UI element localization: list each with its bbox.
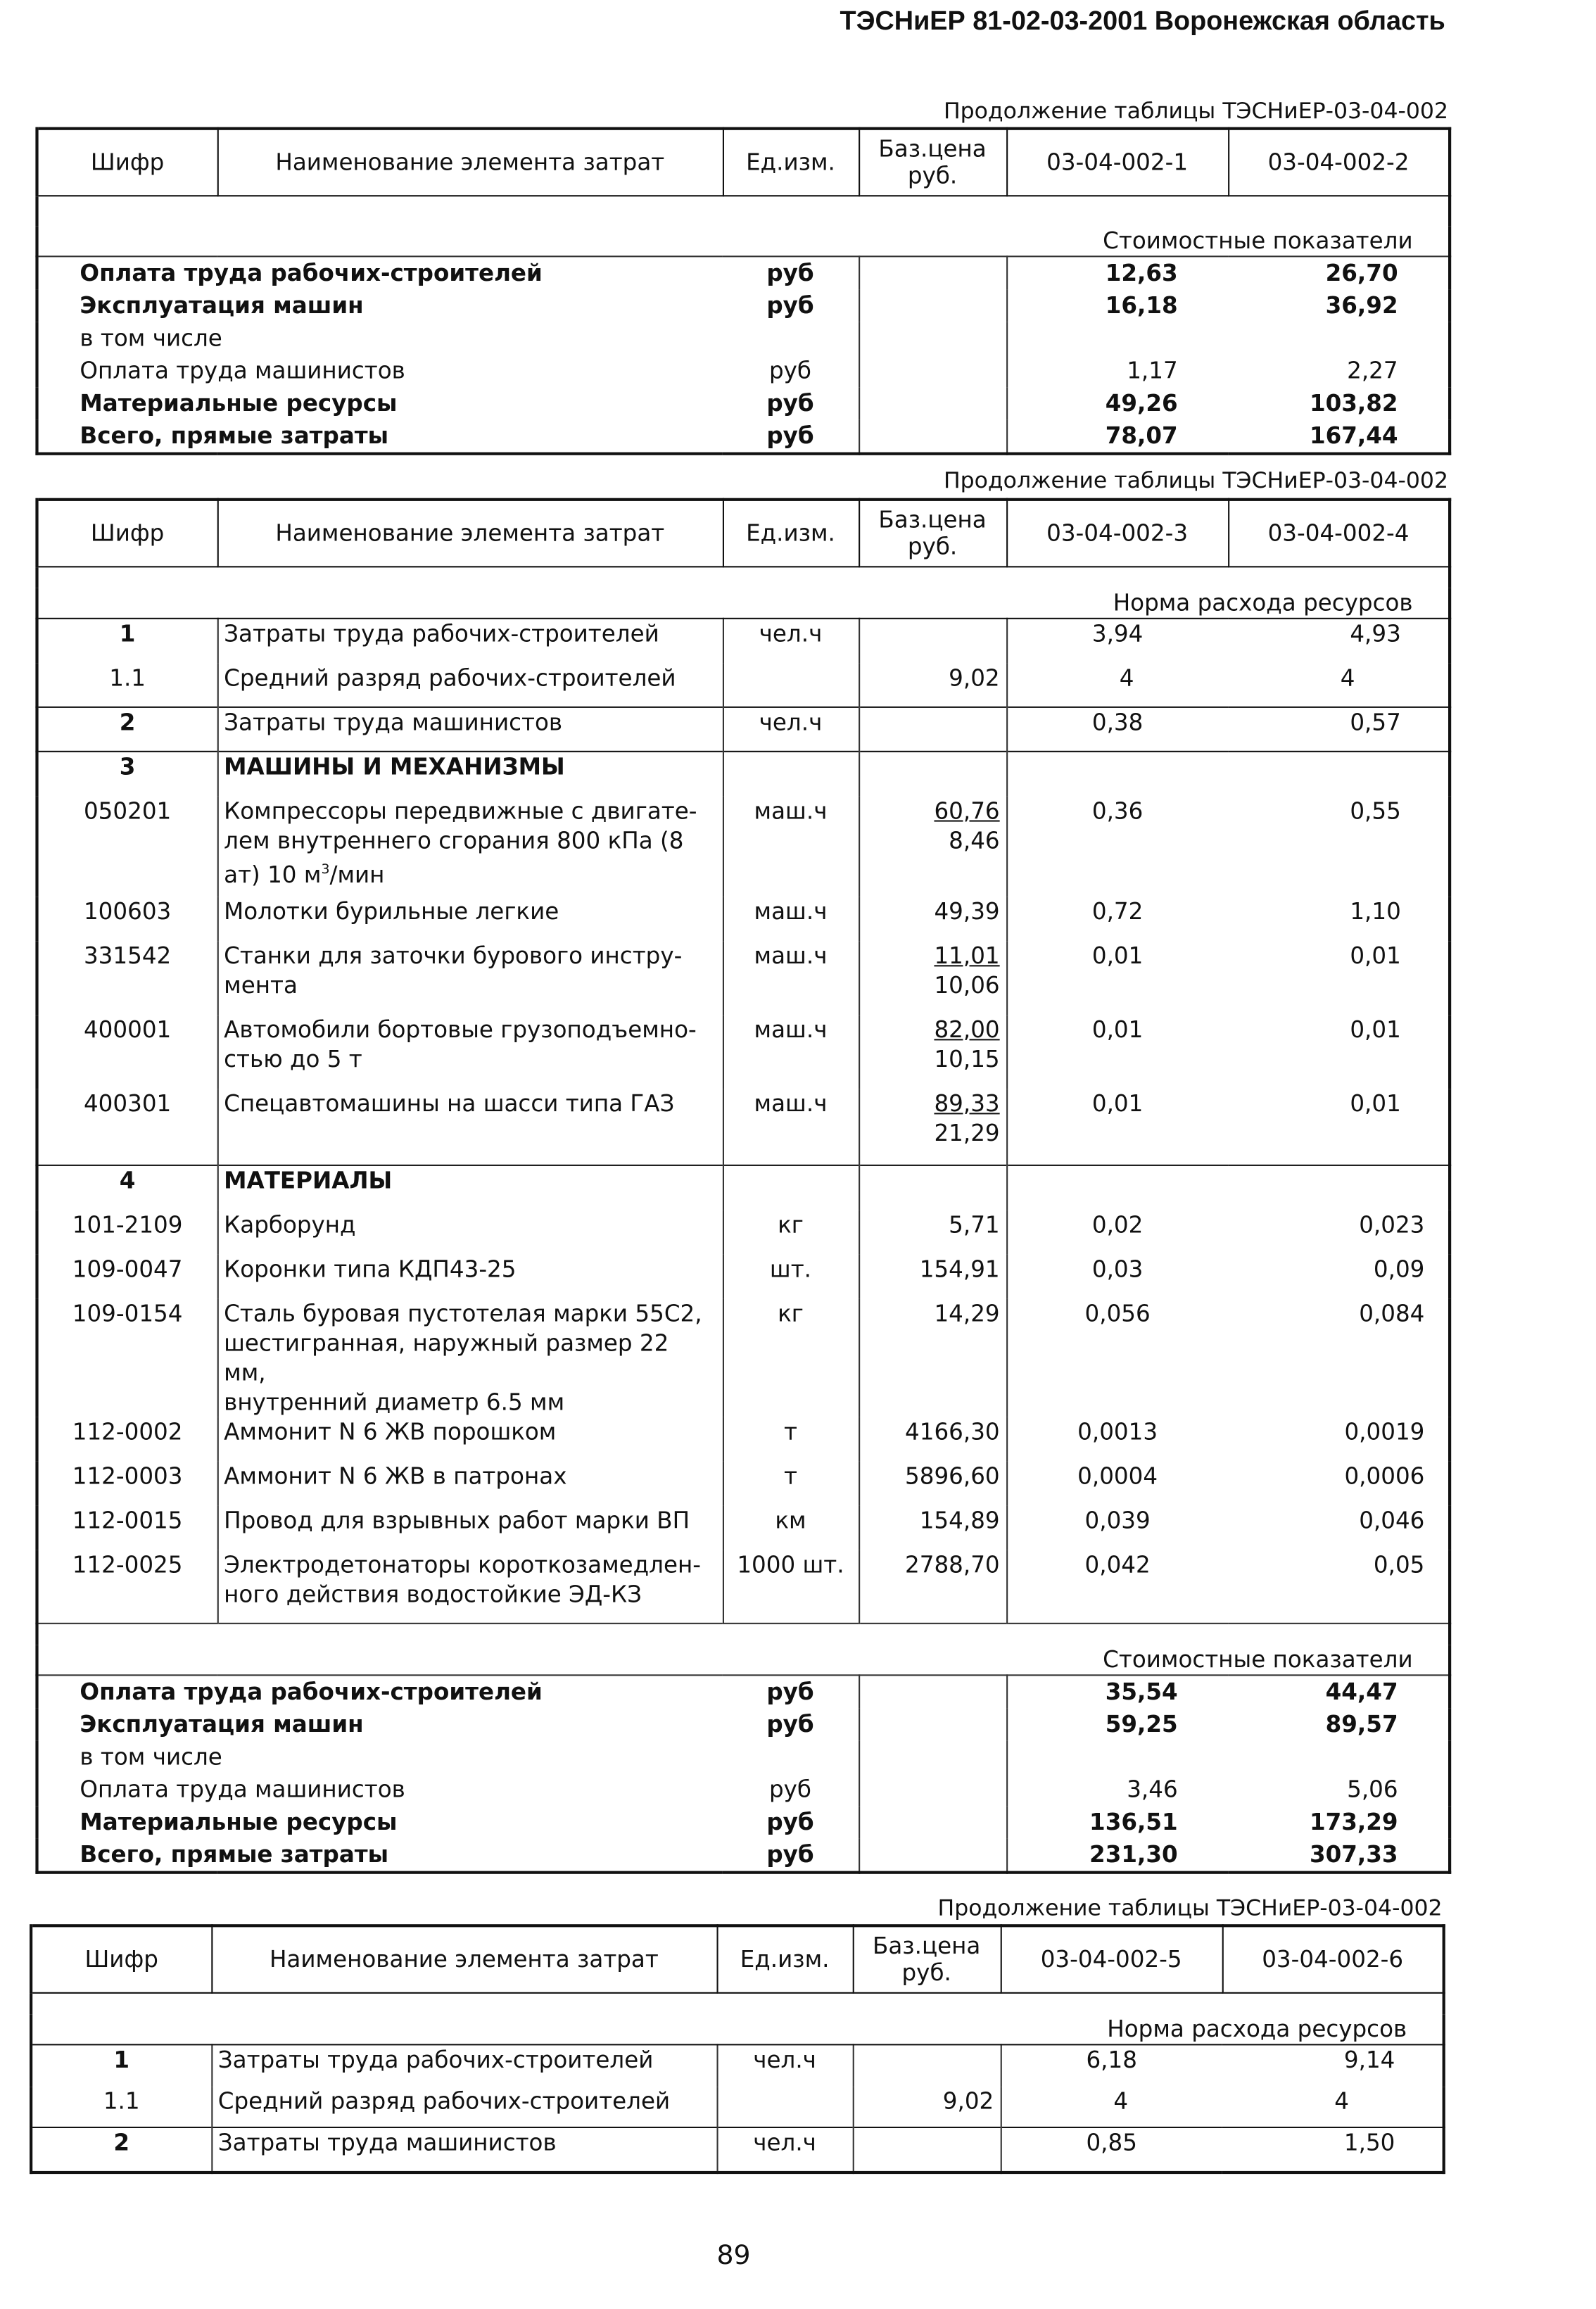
cost-row <box>37 1741 1450 1773</box>
column-header-variant-a: 03-04-002-3 <box>1006 500 1228 567</box>
cost-row-value-a: 16,18 <box>1006 290 1228 322</box>
table-row <box>37 1210 1450 1254</box>
row-price: 5,71 <box>859 1210 1006 1254</box>
table-header-row <box>37 129 1450 196</box>
row-unit: чел.ч <box>723 619 859 663</box>
row-code: 400301 <box>83 1089 172 1117</box>
row-name: Средний разряд рабочих-строителей <box>217 663 723 707</box>
row-price <box>859 619 1006 663</box>
table-row <box>31 2044 1444 2086</box>
cost-rows <box>37 1675 1450 1872</box>
row-price: 5896,60 <box>859 1461 1006 1505</box>
cost-row-unit: руб <box>768 1776 811 1803</box>
row-value-a: 0,0004 <box>1006 1461 1228 1505</box>
cost-row-value-b: 26,70 <box>1325 260 1398 287</box>
column-header-base-price: Баз.цена руб. <box>859 500 1006 567</box>
row-value-b: 4 <box>1334 2087 1350 2115</box>
section-label-cost: Стоимостные показатели <box>37 1645 1450 1675</box>
cost-row-name: Всего, прямые затраты <box>80 422 389 450</box>
row-value-a: 0,85 <box>1001 2127 1222 2172</box>
table-row <box>37 897 1450 941</box>
resource-table-3 <box>30 1924 1445 2173</box>
row-value-b: 0,57 <box>1228 707 1450 752</box>
cost-row-unit: руб <box>766 1809 814 1836</box>
table-row <box>31 2086 1444 2127</box>
row-price: 9,02 <box>853 2086 1001 2127</box>
page-number: 89 <box>716 2240 751 2272</box>
column-header-variant-b: 03-04-002-4 <box>1228 500 1450 567</box>
cost-row-name: Материальные ресурсы <box>80 1809 398 1836</box>
row-unit: чел.ч <box>723 707 859 752</box>
cost-row-value-a: 49,26 <box>1006 387 1228 419</box>
table-continuation-label: Продолжение таблицы ТЭСНиЕР-03-04-002 <box>943 97 1448 125</box>
cost-row-value-b <box>1228 1741 1450 1773</box>
section-row <box>31 2014 1444 2044</box>
cost-row-value-b: 2,27 <box>1347 358 1398 384</box>
cost-row-unit: руб <box>766 390 814 417</box>
column-header-unit: Ед.изм. <box>716 1925 852 1993</box>
row-unit: 1000 шт. <box>723 1550 859 1624</box>
table-row <box>37 1550 1450 1624</box>
row-value-a: 0,72 <box>1006 897 1228 941</box>
row-unit: т <box>723 1417 859 1461</box>
page-header-title: ТЭСНиЕР 81-02-03-2001 Воронежская область <box>840 6 1445 36</box>
row-value-b: 0,046 <box>1359 1506 1425 1533</box>
row-unit <box>723 663 859 707</box>
row-value-b: 9,14 <box>1343 2047 1395 2074</box>
row-code: 1 <box>113 2047 130 2074</box>
cost-row-value-a <box>1006 322 1228 355</box>
row-value-b: 0,55 <box>1350 797 1401 824</box>
cost-row-value-a: 1,17 <box>1006 355 1228 387</box>
row-value-a: 0,38 <box>1006 707 1228 752</box>
row-value-b: 1,10 <box>1350 897 1401 925</box>
row-value-a: 0,0013 <box>1006 1417 1228 1461</box>
column-header-base-price: Баз.цена руб. <box>853 1925 1001 1993</box>
cost-row <box>37 1838 1450 1872</box>
row-unit: маш.ч <box>723 897 859 941</box>
cost-row-unit: руб <box>766 292 814 320</box>
spacer-row <box>37 567 1450 588</box>
row-name: Коронки типа КДП43-25 <box>217 1254 723 1298</box>
row-value-a: 0,01 <box>1006 1089 1228 1165</box>
section-row <box>37 226 1450 256</box>
row-unit: т <box>723 1461 859 1505</box>
cost-row-name: Эксплуатация машин <box>80 292 364 320</box>
cost-row-value-b: 44,47 <box>1325 1678 1398 1706</box>
row-name: Электродетонаторы короткозамедлен- ного действия водостойкие ЭД-КЗ <box>217 1550 723 1624</box>
section-label-norm: Норма расхода ресурсов <box>37 588 1450 619</box>
row-value-a: 6,18 <box>1001 2044 1222 2086</box>
cost-row-value-a: 136,51 <box>1006 1806 1228 1838</box>
column-header-code: Шифр <box>37 129 217 196</box>
cost-row <box>37 290 1450 322</box>
row-value-b: 4 <box>1340 664 1355 691</box>
row-name: Средний разряд рабочих-строителей <box>211 2086 716 2127</box>
row-name: Затраты труда машинистов <box>217 707 723 752</box>
table-row <box>37 619 1450 663</box>
cost-row-name: Оплата труда рабочих-строителей <box>80 1678 543 1706</box>
row-code: 101-2109 <box>72 1210 183 1238</box>
resource-table-1 <box>35 127 1451 455</box>
row-price: 9,02 <box>859 663 1006 707</box>
table-row <box>37 1254 1450 1298</box>
row-unit: чел.ч <box>716 2127 852 2172</box>
row-price <box>859 707 1006 752</box>
column-header-variant-b: 03-04-002-6 <box>1222 1925 1444 1993</box>
cost-row-value-a: 59,25 <box>1006 1709 1228 1741</box>
row-value-b: 0,084 <box>1359 1299 1425 1327</box>
column-header-code: Шифр <box>31 1925 211 1993</box>
column-header-variant-a: 03-04-002-1 <box>1006 129 1228 196</box>
row-unit: маш.ч <box>723 796 859 897</box>
cost-row-name: в том числе <box>80 324 222 352</box>
row-name: Затраты труда машинистов <box>211 2127 716 2172</box>
row-code: 109-0047 <box>72 1255 183 1282</box>
row-value-b: 0,0006 <box>1344 1462 1425 1489</box>
table-header-row <box>31 1925 1444 1993</box>
row-unit: маш.ч <box>723 1089 859 1165</box>
table-row <box>37 796 1450 897</box>
table-continuation-label: Продолжение таблицы ТЭСНиЕР-03-04-002 <box>937 1894 1443 1921</box>
cost-row-value-a: 12,63 <box>1006 256 1228 289</box>
row-value-a: 4 <box>1006 663 1228 707</box>
cost-row-unit <box>723 1741 859 1773</box>
column-header-base-price: Баз.цена руб. <box>859 129 1006 196</box>
row-code: 3 <box>37 752 217 796</box>
row-value-b: 1,50 <box>1222 2127 1444 2172</box>
row-unit: маш.ч <box>723 1015 859 1089</box>
row-value-a: 0,039 <box>1006 1505 1228 1550</box>
row-value-b: 0,023 <box>1359 1210 1425 1238</box>
table-continuation-label: Продолжение таблицы ТЭСНиЕР-03-04-002 <box>943 467 1448 494</box>
row-code: 1.1 <box>109 664 146 691</box>
cost-row-value-a: 3,46 <box>1006 1773 1228 1806</box>
row-code: 2 <box>31 2127 211 2172</box>
cost-row-name: в том числе <box>80 1744 222 1771</box>
cost-row-name: Оплата труда машинистов <box>80 358 405 384</box>
cost-row-name: Оплата труда рабочих-строителей <box>80 260 543 287</box>
column-header-code: Шифр <box>37 500 217 567</box>
row-value-a: 0,056 <box>1006 1298 1228 1417</box>
cost-row-value-a: 35,54 <box>1006 1675 1228 1708</box>
row-price: 2788,70 <box>859 1550 1006 1624</box>
row-name: Аммонит N 6 ЖВ в патронах <box>217 1461 723 1505</box>
section-row <box>37 588 1450 619</box>
row-price: 4166,30 <box>859 1417 1006 1461</box>
spacer-row <box>37 196 1450 226</box>
row-name: Станки для заточки бурового инстру- мента <box>217 941 723 1015</box>
cost-row-name: Материальные ресурсы <box>80 390 398 417</box>
row-value-b: 0,0019 <box>1344 1417 1425 1445</box>
group-title: МАШИНЫ И МЕХАНИЗМЫ <box>217 752 723 796</box>
cost-row-value-b: 167,44 <box>1309 422 1398 450</box>
row-name: Карборунд <box>217 1210 723 1254</box>
row-price: 14,29 <box>859 1298 1006 1417</box>
group-row-materials <box>37 1165 1450 1210</box>
group-title: МАТЕРИАЛЫ <box>217 1165 723 1210</box>
column-header-name: Наименование элемента затрат <box>217 129 723 196</box>
row-name: Спецавтомашины на шасси типа ГАЗ <box>217 1089 723 1165</box>
row-value-b: 0,01 <box>1350 1089 1401 1117</box>
cost-row-unit: руб <box>766 1711 814 1738</box>
row-name: Аммонит N 6 ЖВ порошком <box>217 1417 723 1461</box>
spacer-row <box>31 1993 1444 2014</box>
cost-row-unit: руб <box>766 1678 814 1706</box>
column-header-name: Наименование элемента затрат <box>217 500 723 567</box>
table-row <box>37 1417 1450 1461</box>
row-code: 400001 <box>83 1016 172 1043</box>
cost-row-value-b: 103,82 <box>1309 390 1398 417</box>
row-value-b: 0,01 <box>1350 1016 1401 1043</box>
table-row <box>37 1015 1450 1089</box>
row-code: 4 <box>37 1165 217 1210</box>
cost-row <box>37 355 1450 387</box>
cost-row-name: Всего, прямые затраты <box>80 1841 389 1868</box>
cost-rows <box>37 256 1450 453</box>
row-price: 82,00 10,15 <box>859 1015 1006 1089</box>
cost-row-value-a: 78,07 <box>1006 419 1228 453</box>
cost-row-value-b: 307,33 <box>1309 1841 1398 1868</box>
materials-rows <box>37 1210 1450 1624</box>
column-header-variant-a: 03-04-002-5 <box>1001 1925 1222 1993</box>
section-row <box>37 1645 1450 1675</box>
row-value-b: 0,05 <box>1373 1550 1425 1578</box>
row-price: 89,33 21,29 <box>859 1089 1006 1165</box>
cost-row-value-b <box>1228 322 1450 355</box>
row-value-a: 3,94 <box>1006 619 1228 663</box>
spacer-row <box>37 1624 1450 1645</box>
table-row <box>37 1461 1450 1505</box>
row-name: Затраты труда рабочих-строителей <box>217 619 723 663</box>
group-row-machines <box>37 752 1450 796</box>
table-row <box>31 2127 1444 2172</box>
row-value-a: 0,042 <box>1006 1550 1228 1624</box>
row-price <box>853 2127 1001 2172</box>
row-code: 112-0003 <box>72 1462 183 1489</box>
row-value-a: 0,01 <box>1006 941 1228 1015</box>
column-header-name: Наименование элемента затрат <box>211 1925 716 1993</box>
cost-row-unit: руб <box>766 260 814 287</box>
table-header-row <box>37 500 1450 567</box>
row-price: 154,91 <box>859 1254 1006 1298</box>
row-value-b: 4,93 <box>1350 620 1401 647</box>
resource-table-2 <box>35 498 1451 1874</box>
cost-row <box>37 1773 1450 1806</box>
row-code: 100603 <box>83 897 172 925</box>
cost-row <box>37 1675 1450 1708</box>
cost-row-name: Оплата труда машинистов <box>80 1776 405 1803</box>
cost-row-value-b: 5,06 <box>1347 1776 1398 1803</box>
table-row <box>37 941 1450 1015</box>
row-price: 154,89 <box>859 1505 1006 1550</box>
row-code: 112-0025 <box>72 1550 183 1578</box>
section-label-cost: Стоимостные показатели <box>37 226 1450 256</box>
row-code: 112-0015 <box>72 1506 183 1533</box>
column-header-unit: Ед.изм. <box>723 500 859 567</box>
cost-row <box>37 419 1450 453</box>
row-code: 050201 <box>83 797 172 824</box>
table-row <box>37 1505 1450 1550</box>
column-header-variant-b: 03-04-002-2 <box>1228 129 1450 196</box>
row-code: 331542 <box>83 942 172 969</box>
cost-row-value-b: 173,29 <box>1309 1809 1398 1836</box>
row-code: 2 <box>37 707 217 752</box>
row-value-b: 0,09 <box>1373 1255 1425 1282</box>
row-value-a: 4 <box>1001 2086 1222 2127</box>
cost-row <box>37 322 1450 355</box>
row-price: 11,01 10,06 <box>859 941 1006 1015</box>
table-row <box>37 707 1450 752</box>
row-name: Провод для взрывных работ марки ВП <box>217 1505 723 1550</box>
row-name: Затраты труда рабочих-строителей <box>211 2044 716 2086</box>
row-unit: кг <box>723 1210 859 1254</box>
row-unit: км <box>723 1505 859 1550</box>
row-unit: чел.ч <box>716 2044 852 2086</box>
cost-row <box>37 256 1450 289</box>
row-value-a: 0,02 <box>1006 1210 1228 1254</box>
row-code: 112-0002 <box>72 1417 183 1445</box>
cost-row-unit: руб <box>766 422 814 450</box>
cost-row-value-a <box>1006 1741 1228 1773</box>
cost-row-unit: руб <box>768 358 811 384</box>
cost-row-name: Эксплуатация машин <box>80 1711 364 1738</box>
table-row <box>37 1089 1450 1165</box>
row-code: 1.1 <box>103 2087 140 2115</box>
row-unit <box>716 2086 852 2127</box>
row-code: 1 <box>119 620 136 647</box>
row-value-b: 0,01 <box>1350 942 1401 969</box>
cost-row-unit <box>723 322 859 355</box>
row-name: Молотки бурильные легкие <box>217 897 723 941</box>
row-value-a: 0,01 <box>1006 1015 1228 1089</box>
cost-row-value-b: 89,57 <box>1325 1711 1398 1738</box>
cost-row-unit: руб <box>766 1841 814 1868</box>
cost-row-value-b: 36,92 <box>1325 292 1398 320</box>
row-price <box>853 2044 1001 2086</box>
table-row <box>37 663 1450 707</box>
section-label-norm: Норма расхода ресурсов <box>31 2014 1444 2044</box>
row-code: 109-0154 <box>72 1299 183 1327</box>
column-header-unit: Ед.изм. <box>723 129 859 196</box>
row-price: 60,76 8,46 <box>859 796 1006 897</box>
row-price: 49,39 <box>859 897 1006 941</box>
row-unit: шт. <box>723 1254 859 1298</box>
cost-row-value-a: 231,30 <box>1006 1838 1228 1872</box>
table-row <box>37 1298 1450 1417</box>
row-unit: маш.ч <box>723 941 859 1015</box>
row-name: Автомобили бортовые грузоподъемно- стью до 5 т <box>217 1015 723 1089</box>
row-name: Сталь буровая пустотелая марки 55С2, шестигранная, наружный размер 22 мм, внутренний диаметр 6.5 мм <box>217 1298 723 1417</box>
row-name: Компрессоры передвижные с двигате- лем внутреннего сгорания 800 кПа (8 ат) 10 $м^3$/мин <box>217 796 723 897</box>
row-value-a: 0,36 <box>1006 796 1228 897</box>
cost-row <box>37 1806 1450 1838</box>
cost-row <box>37 1709 1450 1741</box>
row-unit: кг <box>723 1298 859 1417</box>
row-value-a: 0,03 <box>1006 1254 1228 1298</box>
cost-row <box>37 387 1450 419</box>
